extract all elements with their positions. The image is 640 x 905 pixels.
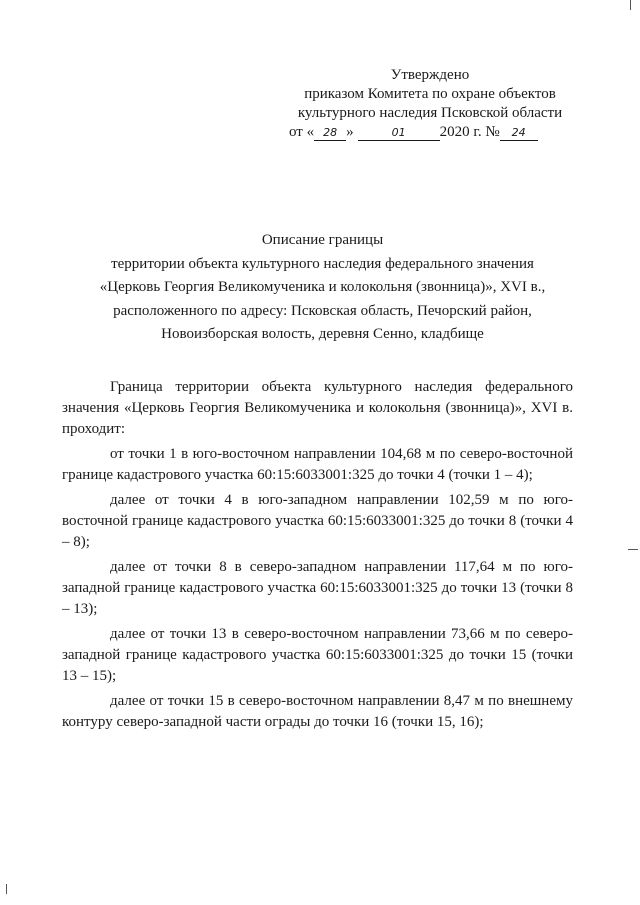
document-body [62,377,573,737]
boundary-segment-paragraph: далее от точки 13 в северо-восточном направлении 73,66 м по северо-западной границе кадастрового участка 60:15:6033001:325 до точки 15 (точки 13 – 15); [62,626,573,684]
day-field [314,125,346,141]
approval-date-line [275,123,585,142]
heading-line: Новоизборская волость, деревня Сенно, кладбище [161,326,484,342]
approval-title: Утверждено [390,67,470,83]
approval-committee-line: культурного наследия Псковской области [297,105,563,121]
scan-edge-mark [6,884,7,894]
scan-edge-mark [630,0,631,10]
heading-line: расположенного по адресу: Псковская область, Печорский район, [113,302,532,319]
order-number-field [500,125,538,141]
date-prefix: от « [289,124,315,140]
heading-title: Описание границы [261,232,384,248]
month-value: 01 [391,126,406,139]
boundary-segment-paragraph: далее от точки 8 в северо-западном направлении 117,64 м по юго-западной границе кадастрового участка 60:15:6033001:325 до точки 13 (точки 8 – 13); [62,559,573,617]
month-field [358,125,440,141]
intro-paragraph: Граница территории объекта культурного наследия федерального значения «Церковь Георгия Великомученика и колокольня (звонница)», XVI в. проходит: [62,379,573,437]
approval-block [275,66,585,142]
boundary-segment-paragraph: от точки 1 в юго-восточном направлении 104,68 м по северо-восточной границе кадастрового участка 60:15:6033001:325 до точки 4 (точки 1 – 4); [62,446,573,483]
boundary-segment-paragraph: далее от точки 15 в северо-восточном направлении 8,47 м по внешнему контуру северо-западной части ограды до точки 16 (точки 15, 16); [62,693,573,730]
scan-edge-mark [628,549,638,550]
year-text: 2020 г. № [439,124,500,140]
heading-line: территории объекта культурного наследия федерального значения [111,255,534,272]
approval-order-line: приказом Комитета по охране объектов [304,86,556,102]
date-quote: » [346,124,354,140]
order-number-value: 24 [511,126,526,139]
day-value: 28 [323,126,338,139]
boundary-segment-paragraph: далее от точки 4 в юго-западном направлении 102,59 м по юго-восточной границе кадастрового участка 60:15:6033001:325 до точки 8 (точки 4 – 8); [62,492,573,550]
document-heading [60,229,585,347]
heading-line: «Церковь Георгия Великомученика и колокольня (звонница)», XVI в., [99,279,546,295]
